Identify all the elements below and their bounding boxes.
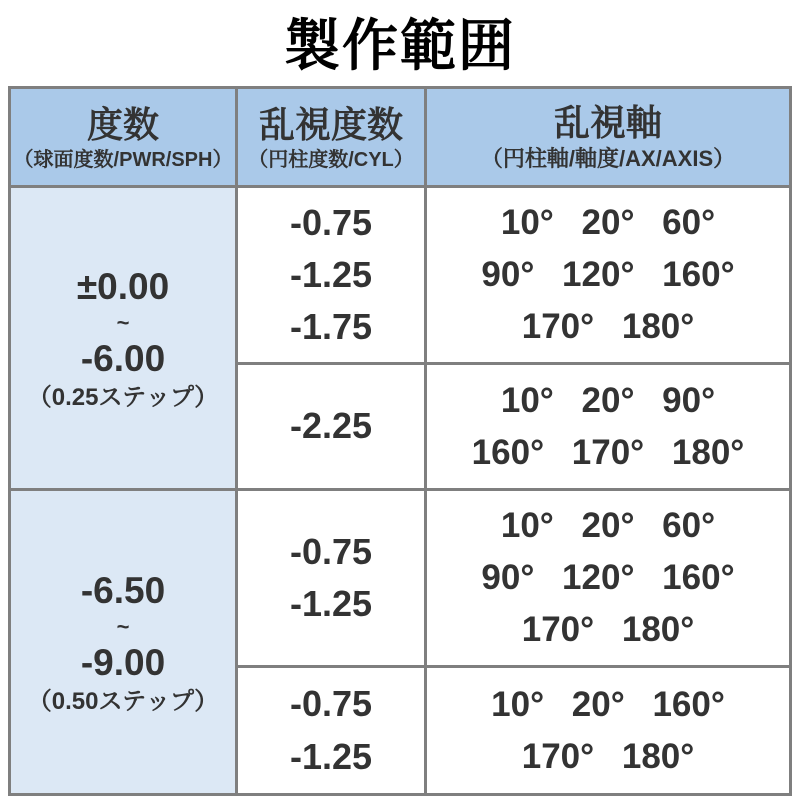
power-range-group2 xyxy=(11,491,235,793)
power-to: -6.00 xyxy=(80,338,166,380)
axis-values-line: 170° 180° xyxy=(521,736,695,776)
axis-values-line: 170° 180° xyxy=(521,306,695,346)
header-power-sub: （球面度数/PWR/SPH） xyxy=(13,148,233,171)
axis-cell-g2r2 xyxy=(427,668,789,793)
header-cell-cyl xyxy=(238,89,424,185)
header-cyl-sub: （円柱度数/CYL） xyxy=(248,148,414,171)
axis-values-line: 10° 20° 60° xyxy=(500,203,716,243)
axis-cell-g1r2 xyxy=(427,365,789,488)
header-axis-main: 乱視軸 xyxy=(553,102,662,144)
cyl-value: -1.75 xyxy=(289,306,373,348)
cyl-cell-g2r1 xyxy=(238,491,424,665)
tilde-symbol: ~ xyxy=(116,309,130,335)
power-from: ±0.00 xyxy=(76,265,170,307)
axis-values-line: 160° 170° 180° xyxy=(471,432,745,472)
header-cell-power xyxy=(11,89,235,185)
header-axis-sub: （円柱軸/軸度/AX/AXIS） xyxy=(480,146,736,172)
cyl-value: -0.75 xyxy=(289,530,373,572)
header-power-main: 度数 xyxy=(86,103,159,145)
power-to: -9.00 xyxy=(80,642,166,684)
cyl-cell-g2r2 xyxy=(238,668,424,793)
tilde-symbol: ~ xyxy=(116,613,130,639)
power-step: （0.50ステップ） xyxy=(27,688,219,716)
header-cyl-main: 乱視度数 xyxy=(258,103,403,145)
axis-values-line: 10° 20° 60° xyxy=(500,506,716,546)
axis-cell-g1r1 xyxy=(427,188,789,362)
power-from: -6.50 xyxy=(80,569,166,611)
cyl-value: -1.25 xyxy=(289,735,373,777)
axis-values-line: 90° 120° 160° xyxy=(481,558,735,598)
cyl-value: -1.25 xyxy=(289,583,373,624)
cyl-value: -0.75 xyxy=(289,683,373,725)
axis-values-line: 10° 20° 160° xyxy=(491,684,725,724)
cyl-value: -2.25 xyxy=(289,405,373,447)
power-step: （0.25ステップ） xyxy=(27,384,219,412)
axis-values-line: 170° 180° xyxy=(521,609,695,649)
spec-table xyxy=(8,86,792,796)
power-range-group1 xyxy=(11,188,235,488)
cyl-value: -0.75 xyxy=(289,201,373,243)
axis-values-line: 10° 20° 90° xyxy=(500,380,716,420)
cyl-cell-g1r2 xyxy=(238,365,424,488)
axis-cell-g2r1 xyxy=(427,491,789,665)
cyl-value: -1.25 xyxy=(289,253,373,295)
page-title: 製作範囲 xyxy=(284,14,516,77)
cyl-cell-g1r1 xyxy=(238,188,424,362)
axis-values-line: 90° 120° 160° xyxy=(481,255,735,295)
header-cell-axis xyxy=(427,89,789,185)
